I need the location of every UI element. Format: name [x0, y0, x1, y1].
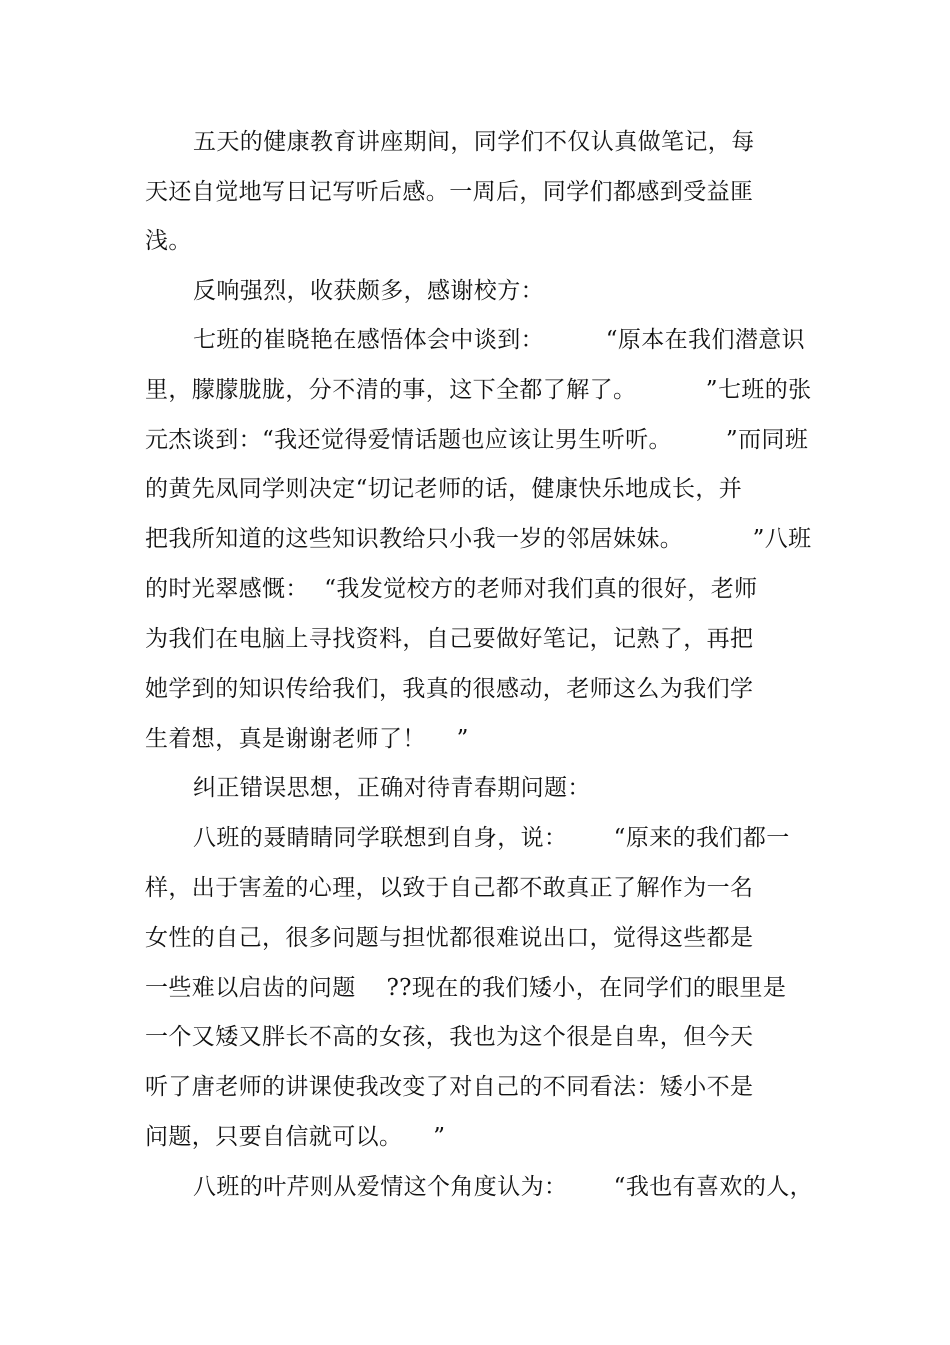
paragraph-1-line-3: 浅。 — [145, 228, 192, 254]
paragraph-4-line-1: 八班的叶芹则从爱情这个角度认为： “我也有喜欢的人， — [193, 1174, 814, 1200]
section-heading-correction: 纠正错误思想，正确对待青春期问题： — [193, 775, 591, 801]
paragraph-2-line-4: 的黄先凤同学则决定“切记老师的话，健康快乐地成长，并 — [145, 476, 743, 502]
paragraph-2-line-6: 的时光翠感慨： “我发觉校方的老师对我们真的很好，老师 — [145, 576, 758, 602]
paragraph-2-line-8: 她学到的知识传给我们，我真的很感动，老师这么为我们学 — [145, 676, 754, 702]
paragraph-3-line-4: 一些难以启齿的问题 ??现在的我们矮小，在同学们的眼里是 — [145, 975, 787, 1001]
paragraph-1-line-2: 天还自觉地写日记写听后感。一周后，同学们都感到受益匪 — [145, 179, 754, 205]
paragraph-3-line-6: 听了唐老师的讲课使我改变了对自己的不同看法：矮小不是 — [145, 1074, 754, 1100]
paragraph-3-line-2: 样，出于害羞的心理，以致于自己都不敢真正了解作为一名 — [145, 875, 754, 901]
paragraph-2-line-5: 把我所知道的这些知识教给只小我一岁的邻居妹妹。 ”八班 — [145, 526, 812, 552]
paragraph-2-line-1: 七班的崔晓艳在感悟体会中谈到： “原本在我们潜意识 — [193, 327, 806, 353]
paragraph-2-line-2: 里，朦朦胧胧，分不清的事，这下全都了解了。 ”七班的张 — [145, 377, 812, 403]
paragraph-2-line-3: 元杰谈到：“我还觉得爱情话题也应该让男生听听。 ”而同班 — [145, 427, 809, 453]
paragraph-3-line-1: 八班的聂睛睛同学联想到自身，说： “原来的我们都一 — [193, 825, 790, 851]
paragraph-3-line-5: 一个又矮又胖长不高的女孩，我也为这个很是自卑，但今天 — [145, 1024, 754, 1050]
paragraph-2-line-7: 为我们在电脑上寻找资料，自己要做好笔记，记熟了，再把 — [145, 626, 754, 652]
paragraph-1-line-1: 五天的健康教育讲座期间，同学们不仅认真做笔记，每 — [193, 129, 755, 155]
paragraph-3-line-7: 问题，只要自信就可以。 ” — [145, 1124, 446, 1150]
paragraph-3-line-3: 女性的自己，很多问题与担忧都很难说出口，觉得这些都是 — [145, 925, 754, 951]
section-heading-feedback: 反响强烈，收获颇多，感谢校方： — [193, 278, 544, 304]
paragraph-2-line-9: 生着想，真是谢谢老师了！ ” — [145, 726, 469, 752]
